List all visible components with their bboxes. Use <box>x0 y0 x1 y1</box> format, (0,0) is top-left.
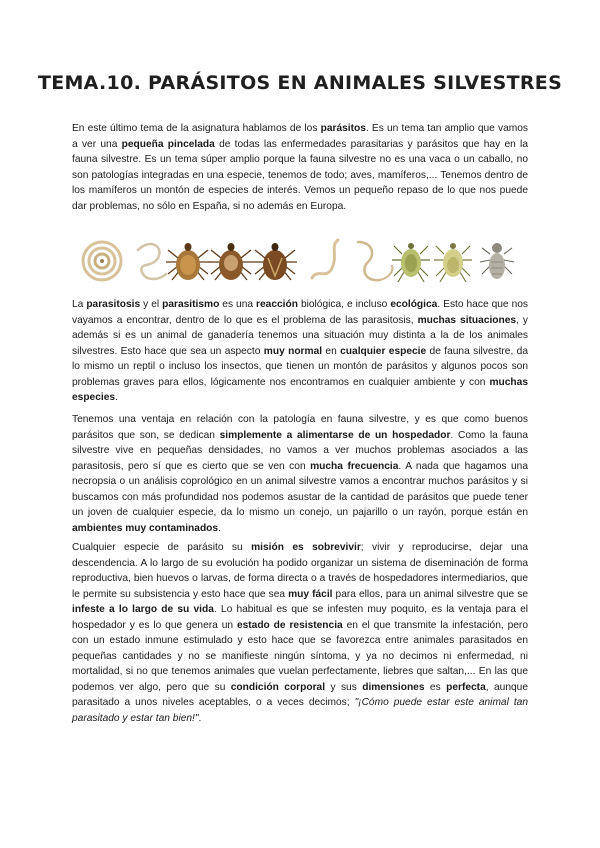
bold-text: parasitosis <box>86 299 141 310</box>
bold-text: parásitos <box>320 123 366 134</box>
paragraph-intro <box>72 121 528 214</box>
text-run: de fauna silvestre, da lo mismo un reptil o incluso los insectos, que tienen un montón de parásitos y algunos pocos son problemas graves para ellos, lógicamente nos encontramos en cualquier ambiente y con <box>72 345 529 388</box>
text-run: y sus <box>325 681 363 693</box>
bold-text: infeste a lo largo de su vida <box>72 604 214 615</box>
text-run: Cualquier especie de parásito su <box>72 542 252 553</box>
tick-icon <box>209 243 253 280</box>
bold-text: muy normal <box>263 345 323 357</box>
mite-icon <box>392 243 430 282</box>
parasites-illustration <box>76 232 524 288</box>
tick-icon <box>253 243 297 280</box>
parasites-illustration-svg <box>76 232 524 288</box>
text-run: es una <box>219 299 257 310</box>
bold-text: muy fácil <box>288 588 333 600</box>
curved-worm-icon <box>358 242 392 280</box>
bold-text: misión es sobrevivir <box>251 542 361 553</box>
text-run: . Esto hace que nos vayamos a encontrar, dentro de lo que es el problema de las parasitosis, <box>72 299 529 326</box>
page-title: TEMA.10. PARÁSITOS EN ANIMALES SILVESTRES <box>37 72 563 94</box>
bold-text: muchas situaciones <box>417 314 517 326</box>
bold-text: reacción <box>256 299 298 310</box>
text-run: biológica, e incluso <box>297 299 391 310</box>
paragraph-mission <box>72 540 528 726</box>
text-run: en el que transmite la infestación, pero con un estado inmune estimulado y esto hace que se favorezca entre animales parasitados en pequeñas cantidades y no se manifieste ningún síntoma, y ya no decimos ni enfermedad, ni mortalidad, si no que tenemos animales que vuelan perfectamente, liebres que saltan,... En las que podemos ver algo, pero que su <box>72 619 528 693</box>
bold-text: dimensiones <box>362 681 425 693</box>
text-run: , y además si es un animal de ganadería tenemos una situación muy distinta a la de los animales silvestres. Esto hace que sea un aspecto <box>72 314 528 357</box>
bold-text: cualquier especie <box>340 345 427 357</box>
text-run: . <box>218 522 221 534</box>
text-run: y el <box>140 299 163 310</box>
bold-text: muchas especies <box>72 376 528 403</box>
bold-text: pequeña pincelada <box>121 138 215 150</box>
text-run: La <box>72 299 87 310</box>
bold-text: ambientes muy contaminados <box>72 522 219 534</box>
text-run: para ellos, para un animal silvestre que se <box>332 588 528 600</box>
text-run: . Como la fauna silvestre vive en pequeñas densidades, no vamos a ver muchos problemas asociados a las parasitosis, pero sí que es cierto que se ven con <box>72 429 528 472</box>
coiled-worm-icon <box>83 242 121 280</box>
text-run: ; vivir y reproducirse, dejar una descendencia. A lo largo de su evolución ha podido organizar un sistema de diseminación de forma reproductiva, bien huevos o larvas, de forma directa o a través de hospedadores intermediarios, que le permite su subsistencia y esto hace que sea <box>72 542 528 600</box>
text-run: , aunque parasitado a unos niveles aceptables, o a veces decimos; <box>72 681 528 708</box>
bold-text: condición corporal <box>230 681 326 693</box>
text-run: . Es un tema tan amplio que vamos a ver una <box>72 123 528 150</box>
louse-icon <box>480 243 514 279</box>
text-run: . <box>115 392 118 403</box>
mite-icon <box>434 243 472 282</box>
text-run: En este último tema de la asignatura hablamos de los <box>72 123 321 134</box>
text-run: de todas las enfermedades parasitarias y parásitos que hay en la fauna silvestre. Es un tema súper amplio porque la fauna silvestre no es una vaca o un caballo, no son patologías integradas en una especie, tenemos de todo; aves, mamíferos,... Tenemos dentro de los mamíferos un montón de especies de interés. Vemos un pequeño repaso de lo que nos puede dar problemas, no sólo en España, si no además en Europa. <box>72 138 528 212</box>
text-run: Tenemos una ventaja en relación con la patología en fauna silvestre, y es que como buenos parásitos que son, se dedican <box>72 414 528 441</box>
bold-text: perfecta <box>446 681 486 693</box>
bold-text: simplemente a alimentarse de un hospedador <box>219 429 451 441</box>
bold-text: estado de resistencia <box>236 619 343 631</box>
bold-text: ecológica <box>390 299 438 310</box>
paragraph-parasitosis <box>72 297 528 406</box>
bold-text: parasitismo <box>162 299 220 310</box>
text-run: es <box>424 681 447 693</box>
bold-text: mucha frecuencia <box>310 460 399 472</box>
curled-worm-icon <box>138 244 166 279</box>
paragraph-advantage <box>72 412 528 536</box>
wavy-worm-icon <box>312 240 338 278</box>
text-run: en <box>322 345 341 357</box>
tick-icon <box>166 243 210 280</box>
text-run: . <box>198 712 202 724</box>
text-run: . A nada que hagamos una necropsia o un análisis coprológico en un animal silvestre vamos a encontrar muchos parásitos y si buscamos con más profundidad nos podemos asustar de la cantidad de parásitos que puede tener un joven de cualquier especie, da lo mismo un conejo, un pajarillo o un rayón, porque están en <box>72 460 528 518</box>
text-run: . Lo habitual es que se infesten muy poquito, es la ventaja para el hospedador y es lo que genera un <box>72 604 529 631</box>
italic-quote: "¡Cómo puede estar este animal tan parasitado y estar tan bien!" <box>72 697 528 724</box>
